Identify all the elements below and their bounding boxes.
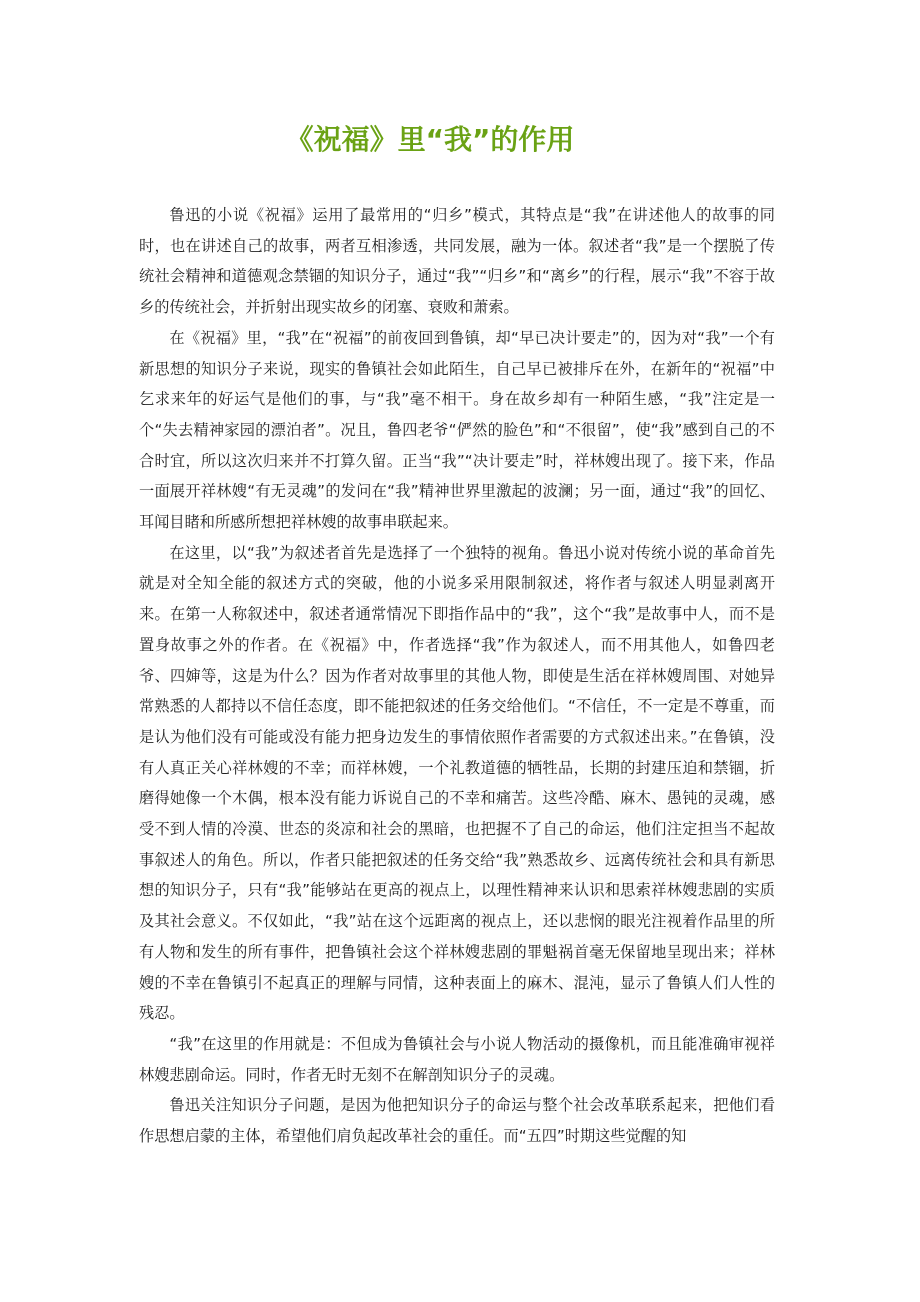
paragraph: “我”在这里的作用就是：不但成为鲁镇社会与小说人物活动的摄像机，而且能准确审视祥林嫂悲剧命运。同时，作者无时无刻不在解剖知识分子的灵魂。: [139, 1034, 775, 1084]
paragraph: 鲁迅的小说《祝福》运用了最常用的“归乡”模式，其特点是“我”在讲述他人的故事的同时，也在讲述自己的故事，两者互相渗透，共同发展，融为一体。叙述者“我”是一个摆脱了传统社会精神和道德观念禁锢的知识分子，通过“我”“归乡”和“离乡”的行程，展示“我”不容于故乡的传统社会，并折射出现实故乡的闭塞、衰败和萧索。: [139, 206, 775, 317]
paragraph: 鲁迅关注知识分子问题，是因为他把知识分子的命运与整个社会改革联系起来，把他们看作思想启蒙的主体，希望他们肩负起改革社会的重任。而“五四”时期这些觉醒的知: [139, 1096, 775, 1146]
document-body: [139, 200, 775, 1152]
paragraph: 在《祝福》里，“我”在“祝福”的前夜回到鲁镇，却“早已决计要走”的，因为对“我”一个有新思想的知识分子来说，现实的鲁镇社会如此陌生，自己早已被排斥在外，在新年的“祝福”中乞求来年的好运气是他们的事，与“我”毫不相干。身在故乡却有一种陌生感，“我”注定是一个“失去精神家园的漂泊者”。况且，鲁四老爷“俨然的脸色”和“不很留”，使“我”感到自己的不合时宜，所以这次归来并不打算久留。正当“我”“决计要走”时，祥林嫂出现了。接下来，作品一面展开祥林嫂“有无灵魂”的发问在“我”精神世界里激起的波澜；另一面，通过“我”的回忆、耳闻目睹和所感所想把祥林嫂的故事串联起来。: [139, 328, 775, 532]
document-title: 《祝福》里“我”的作用: [285, 123, 575, 156]
paragraph: 在这里，以“我”为叙述者首先是选择了一个独特的视角。鲁迅小说对传统小说的革命首先就是对全知全能的叙述方式的突破，他的小说多采用限制叙述，将作者与叙述人明显剥离开来。在第一人称叙述中，叙述者通常情况下即指作品中的“我”，这个“我”是故事中人，而不是置身故事之外的作者。在《祝福》中，作者选择“我”作为叙述人，而不用其他人，如鲁四老爷、四婶等，这是为什么？因为作者对故事里的其他人物，即使是生活在祥林嫂周围、对她异常熟悉的人都持以不信任态度，即不能把叙述的任务交给他们。“不信任，不一定是不尊重，而是认为他们没有可能或没有能力把身边发生的事情依照作者需要的方式叙述出来。”在鲁镇，没有人真正关心祥林嫂的不幸；而祥林嫂，一个礼教道德的牺牲品，长期的封建压迫和禁锢，折磨得她像一个木偶，根本没有能力诉说自己的不幸和痛苦。这些冷酷、麻木、愚钝的灵魂，感受不到人情的冷漠、世态的炎凉和社会的黑暗，也把握不了自己的命运，他们注定担当不起故事叙述人的角色。所以，作者只能把叙述的任务交给“我”熟悉故乡、远离传统社会和具有新思想的知识分子，只有“我”能够站在更高的视点上，以理性精神来认识和思索祥林嫂悲剧的实质及其社会意义。不仅如此，“我”站在这个远距离的视点上，还以悲悯的眼光注视着作品里的所有人物和发生的所有事件，把鲁镇社会这个祥林嫂悲剧的罪魁祸首毫无保留地呈现出来；祥林嫂的不幸在鲁镇引不起真正的理解与同情，这种表面上的麻木、混沌，显示了鲁镇人们人性的残忍。: [139, 543, 775, 1023]
